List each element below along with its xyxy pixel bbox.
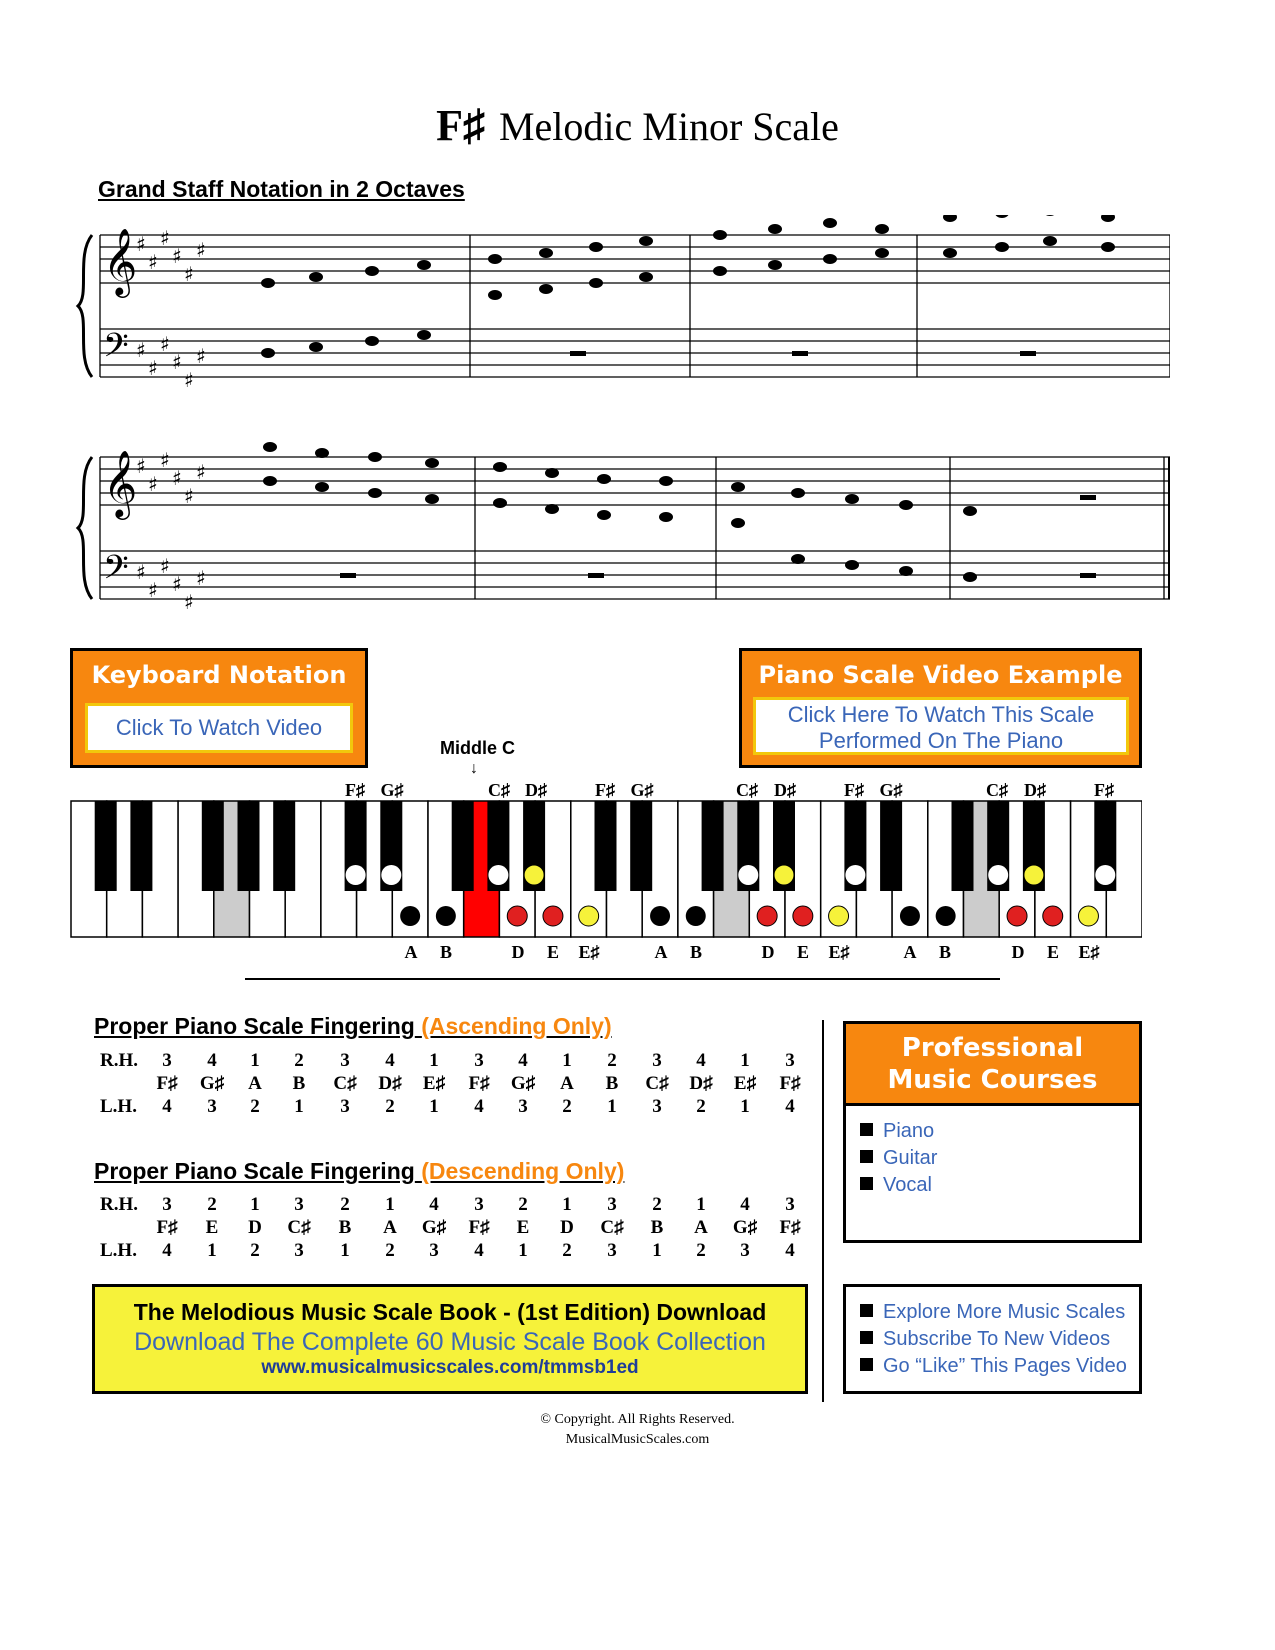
rh-finger: 1 (562, 1050, 572, 1071)
key-label-top: C♯ (736, 780, 758, 800)
key-label-bottom: B (439, 942, 452, 962)
middle-c-arrow: ↓ (470, 760, 478, 777)
lh-finger: 3 (429, 1240, 439, 1261)
book-url[interactable]: www.musicalmusicscales.com/tmmsb1ed (261, 1357, 639, 1378)
rh-finger: 2 (518, 1194, 528, 1215)
lh-finger: 1 (518, 1240, 528, 1261)
ascending-arrow-icon (579, 906, 599, 926)
svg-text:♯: ♯ (148, 356, 158, 380)
svg-text:♯: ♯ (172, 572, 182, 596)
lh-finger: 3 (207, 1096, 217, 1117)
key-label-bottom: D (511, 942, 525, 962)
svg-text:♯: ♯ (160, 332, 170, 356)
key-label-top: F♯ (595, 780, 615, 800)
black-key (880, 801, 902, 891)
svg-text:♯: ♯ (160, 448, 170, 472)
book-collection-link[interactable]: Download The Complete 60 Music Scale Book Collection (134, 1328, 766, 1356)
scale-note-dot (738, 865, 758, 885)
key-label-top: G♯ (879, 780, 903, 800)
black-key (130, 801, 152, 891)
key-label-bottom: E♯ (828, 942, 850, 962)
course-item-piano[interactable]: Piano (860, 1118, 1139, 1145)
watch-scale-video-link[interactable] (753, 697, 1129, 755)
video-link-line2: Performed On The Piano (818, 728, 1064, 753)
watch-video-link[interactable]: Click To Watch Video (85, 703, 353, 753)
book-title: The Melodious Music Scale Book - (1st Edition) Download (133, 1299, 767, 1325)
svg-text:♯: ♯ (136, 338, 146, 362)
svg-text:𝄞: 𝄞 (103, 227, 138, 295)
note-name: F♯ (779, 1217, 801, 1238)
note-name: B (650, 1217, 664, 1238)
lh-finger: 4 (474, 1240, 484, 1261)
lh-finger: 4 (785, 1240, 795, 1261)
course-item-vocal[interactable]: Vocal (860, 1172, 1139, 1199)
key-label-top: G♯ (630, 780, 654, 800)
black-key (595, 801, 617, 891)
note-name: E♯ (733, 1073, 757, 1094)
note-name: F♯ (156, 1217, 178, 1238)
svg-text:♯: ♯ (184, 262, 194, 286)
svg-text:♯: ♯ (148, 250, 158, 274)
key-label-bottom: D (1011, 942, 1025, 962)
note-name: B (338, 1217, 352, 1238)
bullet-icon (860, 1150, 873, 1163)
scale-note-dot (936, 906, 956, 926)
descending-arrow-icon (793, 906, 813, 926)
descending-heading (94, 1158, 624, 1185)
black-key (702, 801, 724, 891)
lh-finger: 3 (607, 1240, 617, 1261)
title-key: F♯ (436, 101, 485, 150)
key-label-top: D♯ (774, 780, 796, 800)
black-key (202, 801, 224, 891)
scale-note-dot (346, 865, 366, 885)
lh-finger: 2 (696, 1096, 706, 1117)
rh-finger: 4 (740, 1194, 750, 1215)
title-text: Melodic Minor Scale (498, 104, 839, 149)
ascending-arrow-icon (1024, 865, 1044, 885)
rh-finger: 2 (607, 1050, 617, 1071)
scale-note-dot (488, 865, 508, 885)
note-name: D♯ (378, 1073, 402, 1094)
key-label-top: D♯ (1024, 780, 1046, 800)
lh-finger: 1 (740, 1096, 750, 1117)
rh-finger: 3 (162, 1050, 172, 1071)
svg-text:𝄢: 𝄢 (103, 327, 129, 373)
rh-finger: 1 (696, 1194, 706, 1215)
links-box (843, 1284, 1142, 1394)
vertical-divider (822, 1020, 824, 1402)
rh-finger: 1 (250, 1050, 260, 1071)
rh-finger: 1 (740, 1050, 750, 1071)
note-name: C♯ (600, 1217, 624, 1238)
book-download-box[interactable] (92, 1284, 808, 1394)
copyright (0, 1410, 1275, 1450)
subscribe-videos-link[interactable]: Subscribe To New Videos (860, 1326, 1139, 1353)
key-label-top: D♯ (525, 780, 547, 800)
courses-title-line2: Music Courses (887, 1065, 1098, 1095)
descending-fingering-table (0, 1194, 820, 1264)
key-label-bottom: D (761, 942, 775, 962)
course-item-guitar[interactable]: Guitar (860, 1145, 1139, 1172)
note-name: F♯ (779, 1073, 801, 1094)
like-video-link[interactable]: Go “Like” This Pages Video (860, 1353, 1139, 1380)
svg-text:♯: ♯ (172, 466, 182, 490)
svg-text:𝄞: 𝄞 (103, 449, 138, 517)
note-name: B (605, 1073, 619, 1094)
music-courses-title (846, 1024, 1139, 1106)
key-label-top: F♯ (844, 780, 864, 800)
lh-finger: 3 (518, 1096, 528, 1117)
note-name: G♯ (199, 1073, 225, 1094)
key-label-bottom: E (796, 942, 809, 962)
ascending-heading-text: Proper Piano Scale Fingering (94, 1013, 415, 1039)
piano-keyboard (70, 800, 1142, 940)
note-name: E (205, 1217, 219, 1238)
key-label-top: F♯ (1094, 780, 1114, 800)
key-label-bottom: A (404, 942, 418, 962)
note-name: F♯ (156, 1073, 178, 1094)
scale-note-dot (845, 865, 865, 885)
note-name: C♯ (287, 1217, 311, 1238)
descending-heading-text: Proper Piano Scale Fingering (94, 1158, 415, 1184)
svg-text:♯: ♯ (196, 460, 206, 484)
rh-finger: 4 (696, 1050, 706, 1071)
note-name: D (560, 1217, 574, 1238)
black-key (95, 801, 117, 891)
svg-text:♯: ♯ (184, 590, 194, 614)
note-name: G♯ (510, 1073, 536, 1094)
descending-arrow-icon (1043, 906, 1063, 926)
note-name: C♯ (333, 1073, 357, 1094)
lh-finger: 1 (294, 1096, 304, 1117)
lh-label: L.H. (100, 1240, 137, 1261)
note-name: F♯ (468, 1217, 490, 1238)
scale-note-dot (988, 865, 1008, 885)
lh-label: L.H. (100, 1096, 137, 1117)
rh-finger: 3 (785, 1050, 795, 1071)
key-label-top: G♯ (380, 780, 404, 800)
scale-note-dot (1095, 865, 1115, 885)
note-name: A (383, 1217, 397, 1238)
rh-finger: 4 (207, 1050, 217, 1071)
rh-finger: 4 (385, 1050, 395, 1071)
lh-finger: 2 (250, 1096, 260, 1117)
descending-arrow-icon (507, 906, 527, 926)
note-name: A (248, 1073, 262, 1094)
lh-finger: 3 (652, 1096, 662, 1117)
note-name: A (560, 1073, 574, 1094)
rh-finger: 3 (474, 1194, 484, 1215)
page-title (0, 100, 1275, 151)
svg-text:♯: ♯ (172, 244, 182, 268)
rh-finger: 1 (429, 1050, 439, 1071)
svg-text:♯: ♯ (160, 554, 170, 578)
middle-c-label: Middle C (440, 738, 515, 758)
note-name: D (248, 1217, 262, 1238)
scale-note-dot (400, 906, 420, 926)
rh-finger: 4 (429, 1194, 439, 1215)
note-name: G♯ (732, 1217, 758, 1238)
svg-text:♯: ♯ (136, 560, 146, 584)
svg-text:♯: ♯ (172, 350, 182, 374)
lh-finger: 4 (474, 1096, 484, 1117)
scale-note-dot (900, 906, 920, 926)
rh-finger: 1 (250, 1194, 260, 1215)
ascending-arrow-icon (524, 865, 544, 885)
bullet-icon (860, 1331, 873, 1344)
rh-finger: 3 (785, 1194, 795, 1215)
copyright-site: MusicalMusicScales.com (565, 1432, 710, 1447)
lh-finger: 2 (562, 1240, 572, 1261)
descending-arrow-icon (1007, 906, 1027, 926)
svg-text:♯: ♯ (136, 232, 146, 256)
black-key (238, 801, 260, 891)
courses-title-line1: Professional (901, 1033, 1084, 1063)
key-label-bottom: E (546, 942, 559, 962)
lh-finger: 1 (207, 1240, 217, 1261)
video-example-box (739, 648, 1142, 768)
lh-finger: 2 (562, 1096, 572, 1117)
staff-heading: Grand Staff Notation in 2 Octaves (98, 176, 465, 202)
lh-finger: 3 (340, 1096, 350, 1117)
note-name: B (292, 1073, 306, 1094)
descending-arrow-icon (543, 906, 563, 926)
key-label-top: C♯ (488, 780, 510, 800)
ascending-arrow-icon (774, 865, 794, 885)
key-label-bottom: E♯ (578, 942, 600, 962)
courses-list (846, 1106, 1139, 1199)
lh-finger: 2 (250, 1240, 260, 1261)
svg-text:♯: ♯ (184, 484, 194, 508)
scale-note-dot (650, 906, 670, 926)
key-label-top: C♯ (986, 780, 1008, 800)
scale-note-dot (686, 906, 706, 926)
bullet-icon (860, 1177, 873, 1190)
bullet-icon (860, 1123, 873, 1136)
key-label-bottom: B (689, 942, 702, 962)
rh-finger: 3 (607, 1194, 617, 1215)
ascending-arrow-icon (1078, 906, 1098, 926)
grand-staff-notation (70, 215, 1170, 635)
rh-finger: 3 (162, 1194, 172, 1215)
video-link-line1: Click Here To Watch This Scale (787, 702, 1095, 727)
lh-finger: 2 (385, 1096, 395, 1117)
rh-finger: 1 (385, 1194, 395, 1215)
rh-finger: 2 (340, 1194, 350, 1215)
rh-label: R.H. (100, 1050, 138, 1071)
key-label-bottom: E♯ (1078, 942, 1100, 962)
rh-finger: 2 (294, 1050, 304, 1071)
ascending-qualifier: (Ascending Only) (421, 1013, 612, 1039)
rh-label: R.H. (100, 1194, 138, 1215)
svg-text:♯: ♯ (148, 472, 158, 496)
black-key (952, 801, 974, 891)
svg-text:𝄢: 𝄢 (103, 549, 129, 595)
svg-text:♯: ♯ (196, 566, 206, 590)
descending-qualifier: (Descending Only) (421, 1158, 625, 1184)
note-name: E♯ (422, 1073, 446, 1094)
explore-scales-link[interactable]: Explore More Music Scales (860, 1299, 1139, 1326)
rh-finger: 3 (474, 1050, 484, 1071)
note-name: F♯ (468, 1073, 490, 1094)
copyright-line1: © Copyright. All Rights Reserved. (540, 1412, 735, 1427)
key-label-bottom: A (903, 942, 917, 962)
keyboard-notation-title: Keyboard Notation (91, 661, 347, 689)
scale-note-dot (436, 906, 456, 926)
lh-finger: 4 (785, 1096, 795, 1117)
rh-finger: 3 (340, 1050, 350, 1071)
key-label-bottom: A (654, 942, 668, 962)
lh-finger: 1 (652, 1240, 662, 1261)
black-key (273, 801, 295, 891)
rh-finger: 2 (652, 1194, 662, 1215)
rh-finger: 3 (652, 1050, 662, 1071)
key-label-top: F♯ (345, 780, 365, 800)
svg-text:♯: ♯ (160, 226, 170, 250)
black-key (630, 801, 652, 891)
music-courses-box (843, 1021, 1142, 1243)
svg-text:♯: ♯ (148, 578, 158, 602)
lh-finger: 4 (162, 1240, 172, 1261)
black-key (452, 801, 474, 891)
scale-note-dot (381, 865, 401, 885)
lh-finger: 2 (385, 1240, 395, 1261)
key-label-bottom: B (938, 942, 951, 962)
rh-finger: 2 (207, 1194, 217, 1215)
lh-finger: 1 (340, 1240, 350, 1261)
descending-arrow-icon (757, 906, 777, 926)
video-example-title: Piano Scale Video Example (758, 661, 1123, 689)
note-name: C♯ (645, 1073, 669, 1094)
lh-finger: 3 (740, 1240, 750, 1261)
note-name: A (694, 1217, 708, 1238)
bullet-icon (860, 1304, 873, 1317)
svg-text:♯: ♯ (196, 238, 206, 262)
lh-finger: 1 (429, 1096, 439, 1117)
rh-finger: 3 (294, 1194, 304, 1215)
lh-finger: 2 (696, 1240, 706, 1261)
ascending-arrow-icon (829, 906, 849, 926)
lh-finger: 1 (607, 1096, 617, 1117)
rh-finger: 4 (518, 1050, 528, 1071)
note-name: D♯ (689, 1073, 713, 1094)
ascending-fingering-table (0, 1050, 820, 1120)
lh-finger: 3 (294, 1240, 304, 1261)
svg-text:♯: ♯ (184, 368, 194, 392)
svg-text:♯: ♯ (136, 454, 146, 478)
rh-finger: 1 (562, 1194, 572, 1215)
note-name: E (516, 1217, 530, 1238)
section-divider (245, 978, 1000, 980)
keyboard-notation-box (70, 648, 368, 768)
lh-finger: 4 (162, 1096, 172, 1117)
svg-text:♯: ♯ (196, 344, 206, 368)
note-name: G♯ (421, 1217, 447, 1238)
key-label-bottom: E (1046, 942, 1059, 962)
bullet-icon (860, 1358, 873, 1371)
ascending-heading (94, 1013, 612, 1040)
